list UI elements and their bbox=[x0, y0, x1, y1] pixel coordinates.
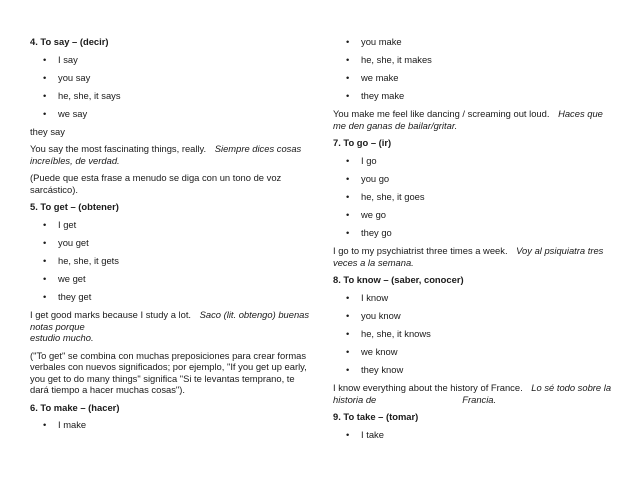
list-item: • he, she, it goes bbox=[333, 191, 618, 203]
example-english: I go to my psychiatrist three times a week. bbox=[333, 245, 508, 257]
list-item: • you know bbox=[333, 310, 618, 322]
list-item: • he, she, it says bbox=[30, 90, 312, 102]
section-heading-to-say: 4. To say – (decir) bbox=[30, 36, 109, 47]
example-spanish-continued: estudio mucho. bbox=[30, 332, 94, 344]
section-heading-to-take: 9. To take – (tomar) bbox=[333, 411, 419, 423]
example-english: You say the most fascinating things, really. bbox=[30, 143, 207, 155]
list-item: • we go bbox=[333, 209, 618, 221]
section-heading-to-go: 7. To go – (ir) bbox=[333, 137, 392, 149]
conjugation-list-to-take bbox=[333, 429, 618, 441]
conjugation-trailing-line: they say bbox=[30, 125, 65, 137]
list-item: • you go bbox=[333, 173, 618, 185]
left-column bbox=[30, 36, 312, 437]
list-item: • he, she, it makes bbox=[333, 54, 618, 66]
list-item: • they make bbox=[333, 90, 618, 102]
right-column bbox=[333, 36, 618, 447]
example-sentence bbox=[30, 309, 312, 344]
example-spanish: Haces que me den ganas de bailar/gritar. bbox=[333, 108, 603, 131]
section-heading-to-get: 5. To get – (obtener) bbox=[30, 201, 119, 213]
example-english: I know everything about the history of France. bbox=[333, 382, 523, 394]
list-item: • they get bbox=[30, 291, 312, 303]
conjugation-list-to-say bbox=[30, 54, 312, 120]
conjugation-list-to-get bbox=[30, 219, 312, 303]
usage-note: (Puede que esta frase a menudo se diga con un tono de voz sarcástico). bbox=[30, 172, 282, 195]
conjugation-list-to-make-continued bbox=[333, 36, 618, 102]
list-item: • we get bbox=[30, 273, 312, 285]
example-spanish: Siempre dices cosas increíbles, de verdad. bbox=[30, 143, 302, 166]
list-item: • you make bbox=[333, 36, 618, 48]
example-spanish: Voy al psiquiatra tres veces a la semana. bbox=[333, 245, 604, 268]
example-sentence bbox=[333, 382, 618, 405]
list-item: • he, she, it gets bbox=[30, 255, 312, 267]
conjugation-list-to-go bbox=[333, 155, 618, 239]
list-item: • I go bbox=[333, 155, 618, 167]
example-spanish: Lo sé todo sobre la historia de bbox=[333, 382, 612, 405]
list-item: • we know bbox=[333, 346, 618, 358]
section-heading-to-make: 6. To make – (hacer) bbox=[30, 401, 120, 413]
conjugation-list-to-know bbox=[333, 292, 618, 376]
example-spanish-continued: Francia. bbox=[462, 393, 497, 405]
conjugation-list-to-make bbox=[30, 419, 312, 431]
list-item: • I make bbox=[30, 419, 312, 431]
list-item: • we say bbox=[30, 108, 312, 120]
list-item: • you say bbox=[30, 72, 312, 84]
example-english: I get good marks because I study a lot. bbox=[30, 309, 192, 321]
list-item: • you get bbox=[30, 237, 312, 249]
list-item: • I get bbox=[30, 219, 312, 231]
list-item: • he, she, it knows bbox=[333, 328, 618, 340]
list-item: • I say bbox=[30, 54, 312, 66]
section-heading-to-know: 8. To know – (saber, conocer) bbox=[333, 274, 464, 286]
list-item: • I take bbox=[333, 429, 618, 441]
list-item: • they go bbox=[333, 227, 618, 239]
example-sentence bbox=[333, 245, 618, 268]
list-item: • they know bbox=[333, 364, 618, 376]
example-sentence bbox=[333, 108, 618, 131]
list-item: • we make bbox=[333, 72, 618, 84]
example-english: You make me feel like dancing / screaming out loud. bbox=[333, 108, 550, 120]
list-item: • I know bbox=[333, 292, 618, 304]
usage-note: ("To get" se combina con muchas preposiciones para crear formas verbales con nuevos significados; por ejemplo, "If you get up early, you get to do many things" significa "Si te levantas temprano, te dará tiempo a hacer muchas cosas"). bbox=[30, 349, 307, 396]
example-spanish: Saco (lit. obtengo) buenas notas porque bbox=[30, 309, 310, 332]
example-sentence bbox=[30, 143, 312, 166]
